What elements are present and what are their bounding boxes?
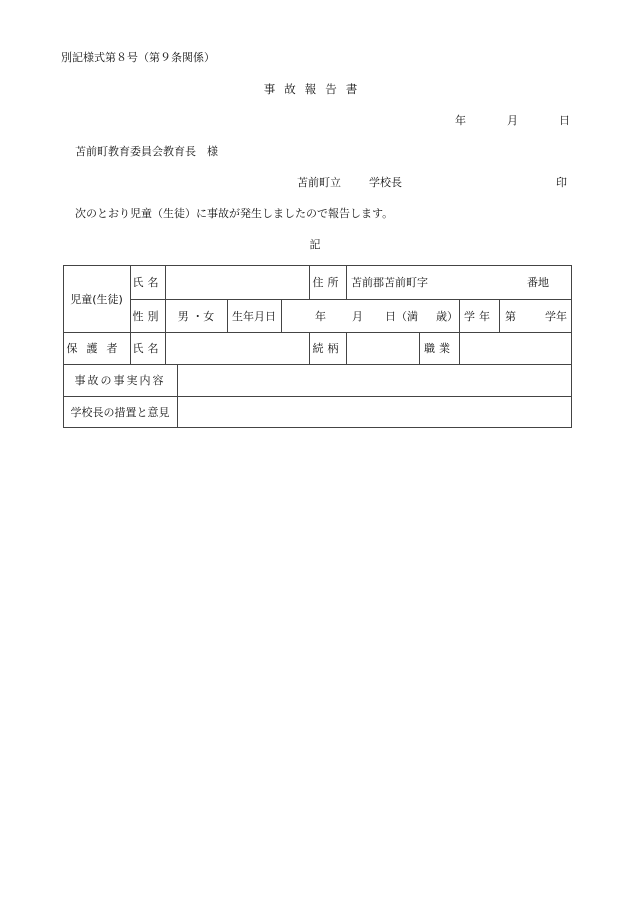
principal-measures-field[interactable] [177,396,571,427]
address-label: 住所 [312,276,343,289]
addressee: 苫前町教育委員会教育長 様 [75,145,218,158]
school-prefix: 苫前町立 [297,176,341,189]
child-name-label: 氏名 [132,276,163,289]
guardian-label: 保護者 [66,342,127,355]
birth-age: 歳） [436,309,458,323]
table-border-bottom [63,427,572,428]
grade-suffix: 学年 [545,309,567,323]
relation-label: 続柄 [312,342,343,355]
child-name-field[interactable] [165,265,309,299]
birthdate-field[interactable] [281,299,459,332]
seal-mark: 印 [556,176,567,189]
incident-facts-label: 事故の事実内容 [74,374,166,387]
ki-heading: 記 [309,238,321,251]
date-year: 年 [455,114,466,127]
birthdate-label: 生年月日 [232,309,276,323]
occupation-label: 職業 [424,342,454,355]
relation-field[interactable] [346,332,419,364]
birth-day: 日（満 [385,309,418,323]
address-suffix: 番地 [527,276,549,289]
table-border-right [571,265,572,428]
document-title: 事故報告書 [263,82,367,96]
grade-field[interactable] [505,299,569,332]
school-suffix: 学校長 [369,176,402,189]
date-month: 月 [507,114,518,127]
birth-month: 月 [352,309,363,323]
principal-measures-label: 学校長の措置と意見 [70,405,170,419]
report-table [63,265,572,428]
occupation-field[interactable] [459,332,571,364]
grade-prefix: 第 [505,309,516,323]
birth-year: 年 [315,309,326,323]
table-col-address [346,265,347,299]
incident-facts-field[interactable] [177,364,571,396]
intro-text: 次のとおり児童（生徒）に事故が発生しましたので報告します。 [75,207,394,220]
grade-label: 学年 [464,309,494,323]
table-col-grade [499,299,500,332]
report-date [455,112,570,128]
form-number: 別記様式第８号（第９条関係） [61,51,215,64]
guardian-name-label: 氏名 [132,342,163,355]
address-prefix: 苫前郡苫前町字 [351,276,428,289]
sex-options[interactable]: 男 ・女 [177,309,215,323]
address-field[interactable] [351,265,569,299]
sender [297,174,402,190]
child-label: 児童(生徒) [70,292,123,306]
guardian-name-field[interactable] [165,332,309,364]
date-day: 日 [559,114,570,127]
sex-label: 性別 [132,309,163,323]
